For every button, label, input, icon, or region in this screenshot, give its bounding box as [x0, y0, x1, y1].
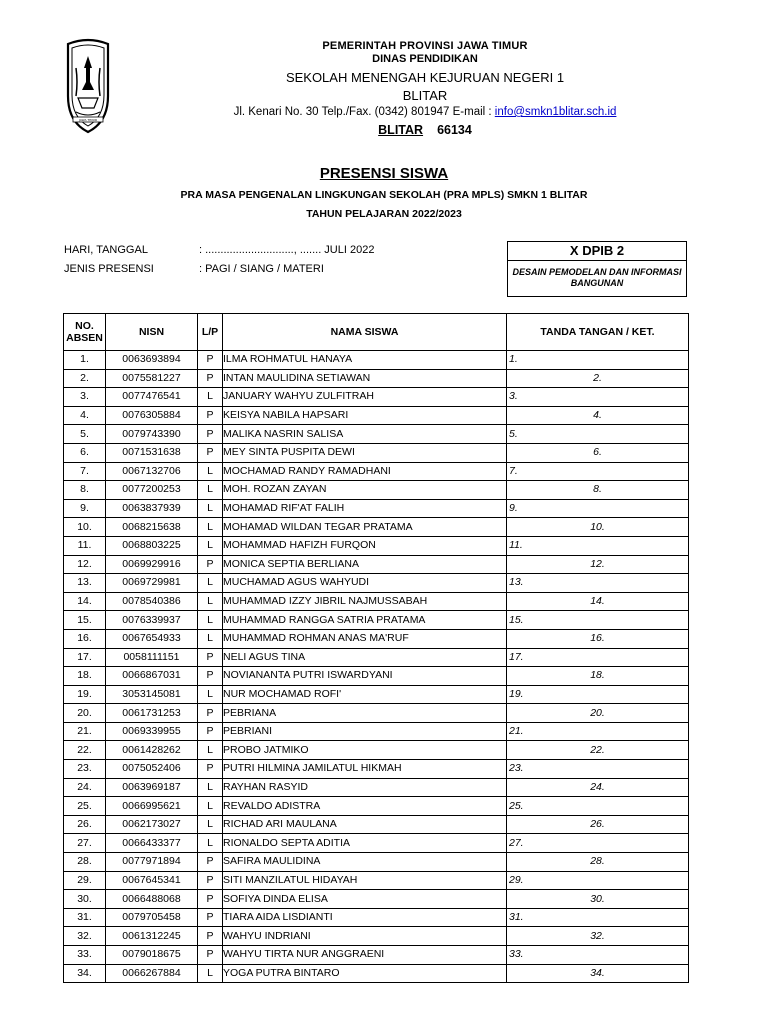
cell-gender: P — [198, 555, 223, 574]
cell-nisn: 0069929916 — [106, 555, 198, 574]
cell-nisn: 0066995621 — [106, 797, 198, 816]
city-name: BLITAR — [378, 123, 424, 137]
cell-absen-no: 27. — [64, 834, 106, 853]
cell-absen-no: 23. — [64, 760, 106, 779]
cell-nisn: 3053145081 — [106, 685, 198, 704]
cell-signature[interactable]: 12. — [507, 555, 689, 574]
cell-nisn: 0067654933 — [106, 629, 198, 648]
cell-student-name: MALIKA NASRIN SALISA — [223, 425, 507, 444]
cell-signature[interactable]: 32. — [507, 927, 689, 946]
table-row — [64, 536, 689, 555]
cell-absen-no: 9. — [64, 499, 106, 518]
cell-nisn: 0063837939 — [106, 499, 198, 518]
cell-student-name: MUHAMMAD ROHMAN ANAS MA'RUF — [223, 629, 507, 648]
cell-absen-no: 24. — [64, 778, 106, 797]
col-header-name: NAMA SISWA — [223, 314, 507, 351]
cell-gender: L — [198, 685, 223, 704]
table-row — [64, 555, 689, 574]
cell-gender: P — [198, 908, 223, 927]
cell-nisn: 0077476541 — [106, 388, 198, 407]
cell-absen-no: 20. — [64, 704, 106, 723]
cell-gender: L — [198, 797, 223, 816]
cell-absen-no: 22. — [64, 741, 106, 760]
cell-signature[interactable]: 10. — [507, 518, 689, 537]
cell-student-name: MOHAMMAD HAFIZH FURQON — [223, 536, 507, 555]
academic-year: TAHUN PELAJARAN 2022/2023 — [306, 208, 462, 220]
col-header-signature: TANDA TANGAN / KET. — [507, 314, 689, 351]
cell-absen-no: 34. — [64, 964, 106, 983]
table-row — [64, 518, 689, 537]
cell-gender: L — [198, 815, 223, 834]
cell-gender: L — [198, 481, 223, 500]
school-name: SEKOLAH MENENGAH KEJURUAN NEGERI 1 — [285, 70, 565, 85]
cell-signature[interactable]: 30. — [507, 890, 689, 909]
cell-absen-no: 1. — [64, 351, 106, 370]
emblem-text: JAWA TIMUR — [78, 118, 98, 122]
table-row — [64, 369, 689, 388]
cell-student-name: RAYHAN RASYID — [223, 778, 507, 797]
cell-signature[interactable]: 1. — [507, 351, 689, 370]
cell-nisn: 0079743390 — [106, 425, 198, 444]
cell-signature[interactable]: 23. — [507, 760, 689, 779]
cell-gender: L — [198, 536, 223, 555]
cell-signature[interactable]: 3. — [507, 388, 689, 407]
cell-absen-no: 29. — [64, 871, 106, 890]
cell-nisn: 0063693894 — [106, 351, 198, 370]
cell-gender: P — [198, 927, 223, 946]
table-row — [64, 722, 689, 741]
attendance-type-label: JENIS PRESENSI — [64, 263, 154, 275]
cell-gender: P — [198, 425, 223, 444]
cell-absen-no: 31. — [64, 908, 106, 927]
cell-gender: L — [198, 964, 223, 983]
cell-student-name: PROBO JATMIKO — [223, 741, 507, 760]
cell-absen-no: 7. — [64, 462, 106, 481]
cell-gender: L — [198, 518, 223, 537]
cell-signature[interactable]: 16. — [507, 629, 689, 648]
cell-gender: L — [198, 741, 223, 760]
cell-nisn: 0066867031 — [106, 667, 198, 686]
cell-student-name: SITI MANZILATUL HIDAYAH — [223, 871, 507, 890]
cell-student-name: TIARA AIDA LISDIANTI — [223, 908, 507, 927]
cell-absen-no: 25. — [64, 797, 106, 816]
cell-nisn: 0069729981 — [106, 574, 198, 593]
cell-absen-no: 13. — [64, 574, 106, 593]
table-row — [64, 611, 689, 630]
document-title: PRESENSI SISWA — [319, 165, 449, 182]
cell-nisn: 0079018675 — [106, 946, 198, 965]
cell-absen-no: 15. — [64, 611, 106, 630]
cell-absen-no: 33. — [64, 946, 106, 965]
city-postal — [150, 122, 700, 139]
cell-absen-no: 18. — [64, 667, 106, 686]
table-row — [64, 760, 689, 779]
table-header-row — [64, 314, 689, 351]
table-row — [64, 629, 689, 648]
cell-student-name: RIONALDO SEPTA ADITIA — [223, 834, 507, 853]
table-row — [64, 908, 689, 927]
cell-gender: P — [198, 369, 223, 388]
cell-nisn: 0075052406 — [106, 760, 198, 779]
cell-gender: L — [198, 611, 223, 630]
table-row — [64, 648, 689, 667]
table-row — [64, 797, 689, 816]
cell-absen-no: 32. — [64, 927, 106, 946]
cell-gender: L — [198, 834, 223, 853]
cell-signature[interactable]: 5. — [507, 425, 689, 444]
col-header-no: NO. ABSEN — [64, 314, 106, 351]
cell-signature[interactable]: 15. — [507, 611, 689, 630]
cell-student-name: PEBRIANI — [223, 722, 507, 741]
cell-absen-no: 5. — [64, 425, 106, 444]
cell-gender: P — [198, 406, 223, 425]
cell-signature[interactable]: 18. — [507, 667, 689, 686]
cell-signature[interactable]: 14. — [507, 592, 689, 611]
table-row — [64, 685, 689, 704]
table-row — [64, 574, 689, 593]
cell-absen-no: 4. — [64, 406, 106, 425]
cell-absen-no: 28. — [64, 853, 106, 872]
government-name: PEMERINTAH PROVINSI JAWA TIMUR — [322, 40, 528, 52]
cell-nisn: 0076305884 — [106, 406, 198, 425]
table-row — [64, 853, 689, 872]
cell-signature[interactable]: 13. — [507, 574, 689, 593]
table-row — [64, 481, 689, 500]
cell-student-name: RICHAD ARI MAULANA — [223, 815, 507, 834]
cell-nisn: 0068215638 — [106, 518, 198, 537]
table-row — [64, 964, 689, 983]
cell-signature[interactable]: 2. — [507, 369, 689, 388]
cell-nisn: 0061731253 — [106, 704, 198, 723]
department-name: DINAS PENDIDIKAN — [372, 53, 478, 65]
cell-gender: P — [198, 704, 223, 723]
cell-student-name: NUR MOCHAMAD ROFI' — [223, 685, 507, 704]
cell-signature[interactable]: 8. — [507, 481, 689, 500]
postal-code: 66134 — [437, 123, 472, 137]
cell-gender: P — [198, 667, 223, 686]
cell-absen-no: 19. — [64, 685, 106, 704]
cell-nisn: 0076339937 — [106, 611, 198, 630]
cell-student-name: KEISYA NABILA HAPSARI — [223, 406, 507, 425]
cell-gender: P — [198, 760, 223, 779]
cell-nisn: 0066267884 — [106, 964, 198, 983]
cell-gender: L — [198, 778, 223, 797]
table-row — [64, 351, 689, 370]
letterhead — [150, 40, 700, 139]
cell-student-name: MUHAMMAD RANGGA SATRIA PRATAMA — [223, 611, 507, 630]
cell-nisn: 0069339955 — [106, 722, 198, 741]
table-row — [64, 834, 689, 853]
cell-signature[interactable]: 11. — [507, 536, 689, 555]
cell-signature[interactable]: 26. — [507, 815, 689, 834]
cell-signature[interactable]: 28. — [507, 853, 689, 872]
cell-signature[interactable]: 19. — [507, 685, 689, 704]
cell-absen-no: 21. — [64, 722, 106, 741]
cell-gender: P — [198, 890, 223, 909]
col-header-nisn: NISN — [106, 314, 198, 351]
cell-signature[interactable]: 24. — [507, 778, 689, 797]
cell-student-name: JANUARY WAHYU ZULFITRAH — [223, 388, 507, 407]
cell-nisn: 0077200253 — [106, 481, 198, 500]
cell-nisn: 0058111151 — [106, 648, 198, 667]
cell-nisn: 0062173027 — [106, 815, 198, 834]
cell-nisn: 0067645341 — [106, 871, 198, 890]
cell-signature[interactable]: 17. — [507, 648, 689, 667]
cell-signature[interactable]: 22. — [507, 741, 689, 760]
cell-signature[interactable]: 6. — [507, 443, 689, 462]
cell-student-name: MOHAMAD WILDAN TEGAR PRATAMA — [223, 518, 507, 537]
cell-nisn: 0061428262 — [106, 741, 198, 760]
table-row — [64, 667, 689, 686]
cell-student-name: MOCHAMAD RANDY RAMADHANI — [223, 462, 507, 481]
table-row — [64, 815, 689, 834]
cell-student-name: MUCHAMAD AGUS WAHYUDI — [223, 574, 507, 593]
date-value: : ............................., ....... JULI 2022 — [199, 244, 375, 256]
school-city: BLITAR — [402, 88, 448, 103]
cell-signature[interactable]: 7. — [507, 462, 689, 481]
class-description: DESAIN PEMODELAN DAN INFORMASI BANGUNAN — [512, 267, 682, 288]
cell-gender: P — [198, 351, 223, 370]
table-row — [64, 741, 689, 760]
cell-nisn: 0067132706 — [106, 462, 198, 481]
class-box — [507, 241, 687, 297]
table-row — [64, 499, 689, 518]
cell-signature[interactable]: 33. — [507, 946, 689, 965]
cell-nisn: 0078540386 — [106, 592, 198, 611]
cell-student-name: MOHAMAD RIF'AT FALIH — [223, 499, 507, 518]
table-row — [64, 592, 689, 611]
cell-absen-no: 12. — [64, 555, 106, 574]
table-row — [64, 443, 689, 462]
cell-absen-no: 11. — [64, 536, 106, 555]
cell-gender: L — [198, 499, 223, 518]
cell-signature[interactable]: 29. — [507, 871, 689, 890]
cell-gender: P — [198, 871, 223, 890]
cell-gender: P — [198, 443, 223, 462]
cell-nisn: 0061312245 — [106, 927, 198, 946]
cell-absen-no: 16. — [64, 629, 106, 648]
cell-nisn: 0066488068 — [106, 890, 198, 909]
cell-student-name: ILMA ROHMATUL HANAYA — [223, 351, 507, 370]
cell-gender: L — [198, 462, 223, 481]
east-java-emblem-icon — [64, 38, 112, 134]
cell-nisn: 0068803225 — [106, 536, 198, 555]
cell-absen-no: 17. — [64, 648, 106, 667]
cell-absen-no: 26. — [64, 815, 106, 834]
table-row — [64, 425, 689, 444]
col-header-lp: L/P — [198, 314, 223, 351]
date-label: HARI, TANGGAL — [64, 244, 148, 256]
cell-absen-no: 8. — [64, 481, 106, 500]
table-row — [64, 704, 689, 723]
cell-signature[interactable]: 25. — [507, 797, 689, 816]
attendance-table — [63, 313, 689, 983]
cell-student-name: MOH. ROZAN ZAYAN — [223, 481, 507, 500]
cell-student-name: NELI AGUS TINA — [223, 648, 507, 667]
attendance-type-value: : PAGI / SIANG / MATERI — [199, 263, 324, 275]
table-row — [64, 462, 689, 481]
cell-gender: L — [198, 574, 223, 593]
cell-student-name: MUHAMMAD IZZY JIBRIL NAJMUSSABAH — [223, 592, 507, 611]
cell-student-name: INTAN MAULIDINA SETIAWAN — [223, 369, 507, 388]
cell-student-name: REVALDO ADISTRA — [223, 797, 507, 816]
school-address — [150, 105, 700, 120]
email-link[interactable]: info@smkn1blitar.sch.id — [494, 106, 617, 118]
table-row — [64, 388, 689, 407]
cell-student-name: PEBRIANA — [223, 704, 507, 723]
cell-gender: P — [198, 648, 223, 667]
table-row — [64, 927, 689, 946]
cell-student-name: MEY SINTA PUSPITA DEWI — [223, 443, 507, 462]
table-row — [64, 778, 689, 797]
cell-absen-no: 14. — [64, 592, 106, 611]
cell-absen-no: 6. — [64, 443, 106, 462]
cell-absen-no: 3. — [64, 388, 106, 407]
cell-gender: L — [198, 629, 223, 648]
cell-gender: P — [198, 853, 223, 872]
cell-nisn: 0079705458 — [106, 908, 198, 927]
cell-student-name: PUTRI HILMINA JAMILATUL HIKMAH — [223, 760, 507, 779]
cell-signature[interactable]: 21. — [507, 722, 689, 741]
cell-absen-no: 2. — [64, 369, 106, 388]
cell-nisn: 0071531638 — [106, 443, 198, 462]
cell-signature[interactable]: 34. — [507, 964, 689, 983]
cell-nisn: 0077971894 — [106, 853, 198, 872]
cell-signature[interactable]: 27. — [507, 834, 689, 853]
table-row — [64, 871, 689, 890]
cell-absen-no: 30. — [64, 890, 106, 909]
cell-gender: L — [198, 388, 223, 407]
table-row — [64, 890, 689, 909]
cell-nisn: 0063969187 — [106, 778, 198, 797]
cell-student-name: WAHYU TIRTA NUR ANGGRAENI — [223, 946, 507, 965]
cell-gender: P — [198, 946, 223, 965]
cell-nisn: 0066433377 — [106, 834, 198, 853]
cell-signature[interactable]: 31. — [507, 908, 689, 927]
cell-student-name: NOVIANANTA PUTRI ISWARDYANI — [223, 667, 507, 686]
cell-gender: P — [198, 722, 223, 741]
cell-student-name: SAFIRA MAULIDINA — [223, 853, 507, 872]
cell-student-name: SOFIYA DINDA ELISA — [223, 890, 507, 909]
table-row — [64, 406, 689, 425]
address-text: Jl. Kenari No. 30 Telp./Fax. (0342) 801947 E-mail : — [233, 106, 495, 118]
cell-student-name: YOGA PUTRA BINTARO — [223, 964, 507, 983]
cell-signature[interactable]: 20. — [507, 704, 689, 723]
document-subtitle: PRA MASA PENGENALAN LINGKUNGAN SEKOLAH (PRA MPLS) SMKN 1 BLITAR — [180, 189, 588, 201]
cell-gender: L — [198, 592, 223, 611]
cell-signature[interactable]: 4. — [507, 406, 689, 425]
cell-signature[interactable]: 9. — [507, 499, 689, 518]
cell-student-name: WAHYU INDRIANI — [223, 927, 507, 946]
table-row — [64, 946, 689, 965]
cell-student-name: MONICA SEPTIA BERLIANA — [223, 555, 507, 574]
cell-nisn: 0075581227 — [106, 369, 198, 388]
class-code: X DPIB 2 — [508, 242, 686, 261]
cell-absen-no: 10. — [64, 518, 106, 537]
